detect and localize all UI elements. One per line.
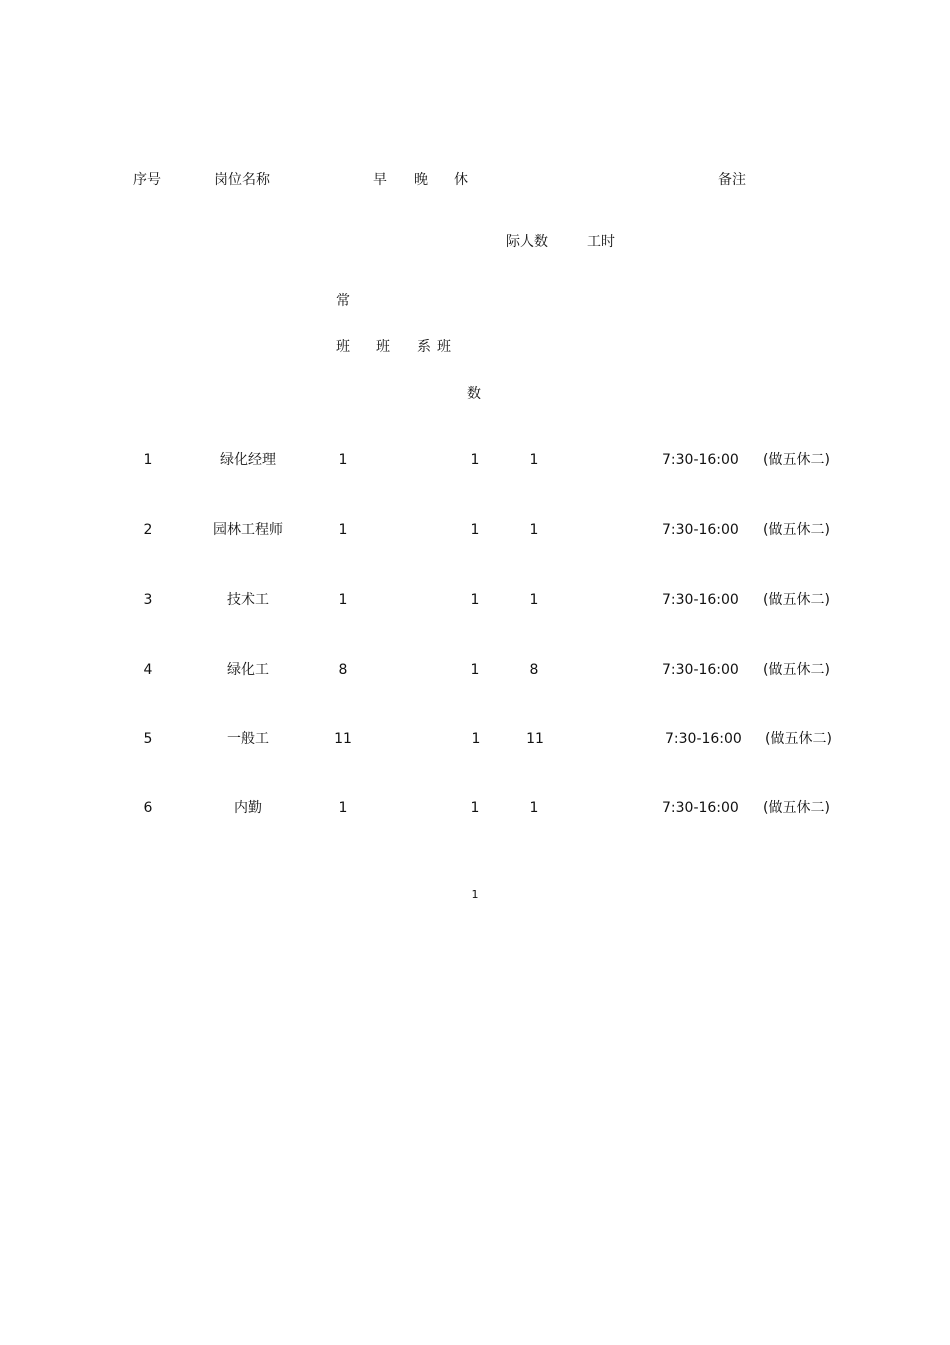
row-6-coefficient: 1: [470, 800, 480, 816]
row-6-count: 1: [529, 800, 539, 816]
header-coefficient: 系: [417, 339, 431, 355]
row-6-normal: 1: [338, 800, 348, 816]
row-4-normal: 8: [338, 662, 348, 678]
row-2-coefficient: 1: [470, 522, 480, 538]
header-remark: 备注: [718, 172, 746, 188]
row-6-no: 6: [143, 800, 153, 816]
row-3-post: 技术工: [227, 592, 269, 608]
row-4-coefficient: 1: [470, 662, 480, 678]
row-1-post: 绿化经理: [220, 452, 276, 468]
row-4-no: 4: [143, 662, 153, 678]
row-1-count: 1: [529, 452, 539, 468]
header-early: 早: [373, 172, 387, 188]
row-2-hours: 7:30-16:00: [662, 522, 739, 538]
row-5-post: 一般工: [227, 731, 269, 747]
header-coefficient-bottom: 数: [467, 386, 481, 402]
row-4-hours: 7:30-16:00: [662, 662, 739, 678]
row-5-coefficient: 1: [471, 731, 481, 747]
header-late-bottom: 班: [437, 339, 451, 355]
row-3-coefficient: 1: [470, 592, 480, 608]
page-number: 1: [471, 888, 479, 901]
row-5-remark: (做五休二): [765, 731, 832, 747]
header-rest: 休: [454, 172, 468, 188]
row-1-remark: (做五休二): [763, 452, 830, 468]
row-5-count: 11: [526, 731, 544, 747]
header-late: 晚: [414, 172, 428, 188]
row-1-coefficient: 1: [470, 452, 480, 468]
row-3-normal: 1: [338, 592, 348, 608]
row-1-no: 1: [143, 452, 153, 468]
row-6-remark: (做五休二): [763, 800, 830, 816]
header-normal-top: 常: [336, 293, 350, 309]
row-3-hours: 7:30-16:00: [662, 592, 739, 608]
header-no: 序号: [133, 172, 161, 188]
row-3-no: 3: [143, 592, 153, 608]
row-5-hours: 7:30-16:00: [665, 731, 742, 747]
header-post-name: 岗位名称: [214, 172, 270, 188]
header-early-bottom: 班: [376, 339, 390, 355]
row-5-no: 5: [143, 731, 153, 747]
row-2-count: 1: [529, 522, 539, 538]
row-2-remark: (做五休二): [763, 522, 830, 538]
row-4-remark: (做五休二): [763, 662, 830, 678]
row-5-normal: 11: [334, 731, 352, 747]
row-2-normal: 1: [338, 522, 348, 538]
header-hours: 工时: [587, 234, 615, 250]
row-2-post: 园林工程师: [213, 522, 283, 538]
row-6-post: 内勤: [234, 800, 262, 816]
row-1-normal: 1: [338, 452, 348, 468]
row-4-post: 绿化工: [227, 662, 269, 678]
header-normal-bottom: 班: [336, 339, 350, 355]
row-3-remark: (做五休二): [763, 592, 830, 608]
header-actual-count: 际人数: [506, 234, 548, 250]
row-3-count: 1: [529, 592, 539, 608]
row-2-no: 2: [143, 522, 153, 538]
row-4-count: 8: [529, 662, 539, 678]
row-1-hours: 7:30-16:00: [662, 452, 739, 468]
row-6-hours: 7:30-16:00: [662, 800, 739, 816]
